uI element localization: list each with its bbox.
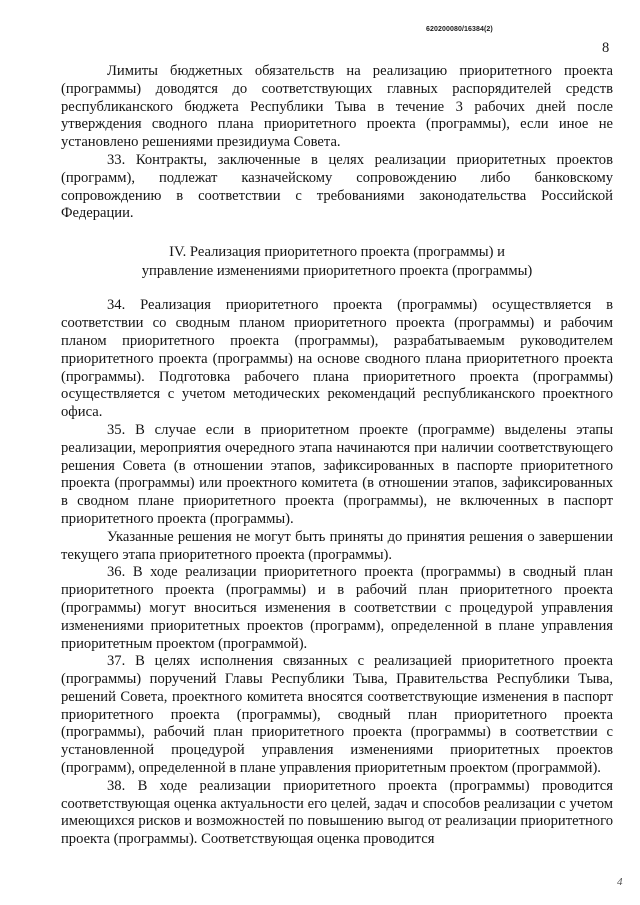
document-body — [61, 63, 613, 849]
paragraph-38: 38. В ходе реализации приоритетного проекта (программы) проводится соответствующая оценка актуальности его целей, задач и способов реализации с учетом имеющихся рисков и возможностей по повышению выгод от реализации приоритетного проекта (программы). Соответствующая оценка проводится — [61, 777, 613, 848]
section-heading-line-1: IV. Реализация приоритетного проекта (программы) и — [169, 244, 505, 261]
section-heading — [61, 243, 613, 280]
paragraph-limits: Лимиты бюджетных обязательств на реализацию приоритетного проекта (программы) доводятся до соответствующих главных распорядителей средств республиканского бюджета Республики Тыва в течение 3 рабочих дней после утверждения сводного плана приоритетного проекта (программы), если иное не установлено решениями президиума Совета. — [61, 63, 613, 151]
paragraph-34: 34. Реализация приоритетного проекта (программы) осуществляется в соответствии со сводным планом приоритетного проекта (программы) и рабочим планом приоритетного проекта (программы), разрабатываемым руководителем приоритетного проекта (программы) на основе сводного плана приоритетного проекта (программы). Подготовка рабочего плана приоритетного проекта (программы) осуществляется с учетом методических рекомендаций республиканского проектного офиса. — [61, 297, 613, 421]
document-id: 620200080/16384(2) — [426, 26, 493, 33]
paragraph-37: 37. В целях исполнения связанных с реализацией приоритетного проекта (программы) поручений Главы Республики Тыва, Правительства Республики Тыва, решений Совета, проектного комитета вносятся соответствующие изменения в паспорт приоритетного проекта (программы), сводный план приоритетного проекта (программы), рабочий план приоритетного проекта (программы) в соответствии с установленной процедурой управления изменениями приоритетных проектов (программ), определенной в плане управления приоритетным проектом (программой). — [61, 653, 613, 777]
paragraph-33: 33. Контракты, заключенные в целях реализации приоритетных проектов (программ), подлежат казначейскому сопровождению либо банковскому сопровождению в соответствии с требованиями законодательства Российской Федерации. — [61, 151, 613, 222]
section-heading-line-2: управление изменениями приоритетного проекта (программы) — [141, 262, 533, 279]
paragraph-35-note: Указанные решения не могут быть приняты до принятия решения о завершении текущего этапа приоритетного проекта (программы). — [61, 528, 613, 563]
paragraph-35: 35. В случае если в приоритетном проекте (программе) выделены этапы реализации, мероприятия очередного этапа начинаются при наличии соответствующего решения Совета (в отношении этапов, зафиксированных в паспорте приоритетного проекта (программы) или проектного комитета (в отношении этапов, зафиксированных в сводном плане приоритетного проекта (программы), не включенных в паспорт приоритетного проекта (программы). — [61, 421, 613, 527]
page-number: 8 — [602, 40, 610, 56]
paragraph-36: 36. В ходе реализации приоритетного проекта (программы) в сводный план приоритетного проекта (программы) и в рабочий план приоритетного проекта (программы) могут вноситься изменения в соответствии с процедурой управления изменениями приоритетных проектов (программ), определенной в плане управления приоритетным проектом (программой). — [61, 564, 613, 652]
corner-mark: 4 — [617, 876, 623, 888]
